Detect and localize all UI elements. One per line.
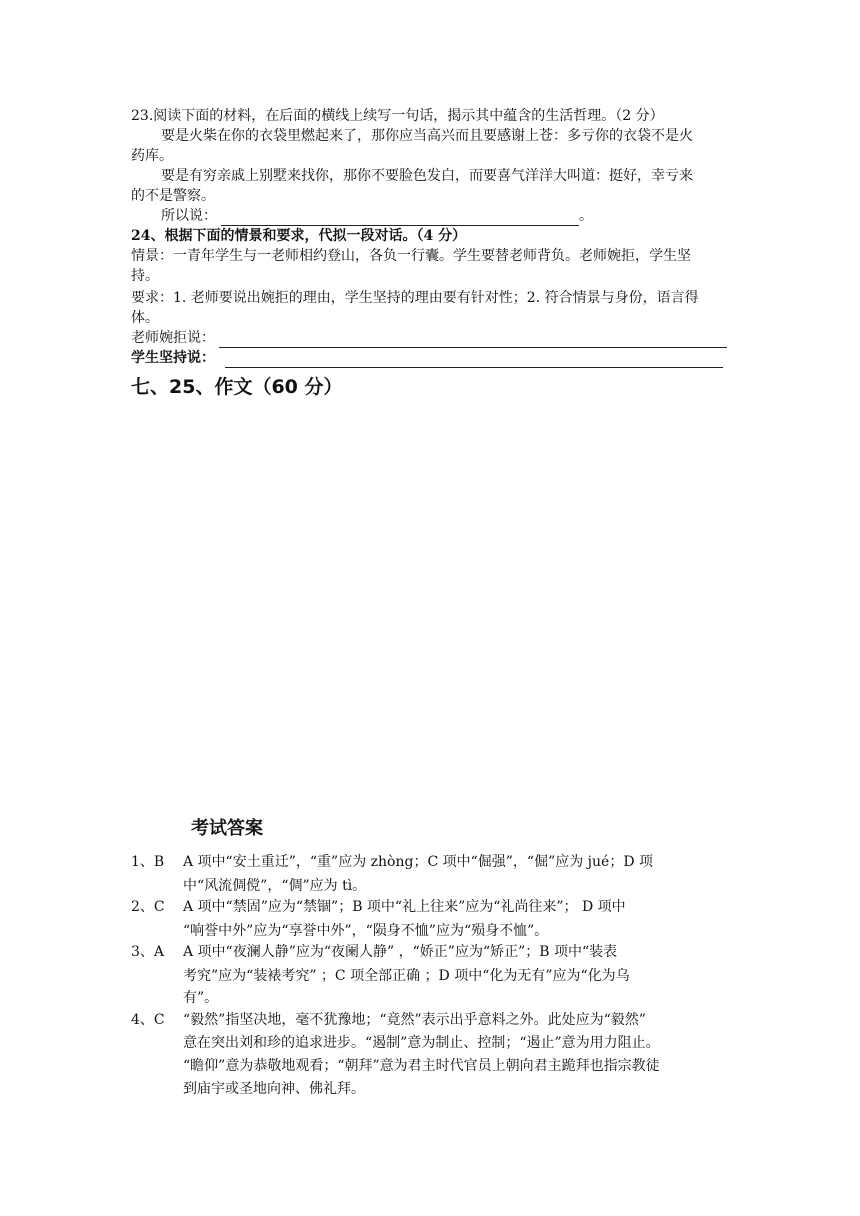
q24-teacher-row: [131, 328, 731, 348]
q24-scene-line-1: 情景：一青年学生与一老师相约登山，各负一行囊。学生要替老师背负。老师婉拒，学生坚: [131, 248, 691, 264]
q24-student-label: 学生坚持说：: [131, 350, 215, 366]
q24-scene-line-2: 持。: [131, 268, 159, 284]
answer-4-line-1: “毅然”指坚决地，毫不犹豫地；“竟然”表示出乎意料之外。此处应为“毅然”: [183, 1012, 646, 1028]
answer-1-line-2: 中“风流倜傥”，“倜”应为 tì。: [183, 878, 367, 894]
answer-2-line-2: “响誉中外”应为“享誉中外”，“陨身不恤”应为“殒身不恤”。: [183, 923, 549, 939]
q23-answer-prefix: 所以说：: [161, 208, 217, 224]
q23-answer-suffix: 。: [579, 208, 593, 224]
answers-title: 考试答案: [191, 818, 263, 839]
answer-4-number: 4、C: [131, 1012, 165, 1028]
answer-1-number: 1、B: [131, 854, 165, 870]
q24-teacher-blank[interactable]: [219, 332, 727, 348]
q23-title: 23.阅读下面的材料，在后面的横线上续写一句话，揭示其中蕴含的生活哲理。（2 分）: [131, 108, 664, 124]
q24-teacher-label: 老师婉拒说：: [131, 330, 215, 346]
q24-student-row: [131, 348, 731, 368]
q23-paragraph-2-line-1: 要是有穷亲戚上别墅来找你，那你不要脸色发白，而要喜气洋洋大叫道：挺好，幸亏来: [161, 168, 693, 184]
answer-2-number: 2、C: [131, 899, 165, 915]
q23-paragraph-2-line-2: 的不是警察。: [131, 188, 215, 204]
answer-3-number: 3、A: [131, 944, 165, 960]
section-7-heading: 七、25、作文（60 分）: [131, 376, 343, 398]
q24-requirement-line-1: 要求：1. 老师要说出婉拒的理由，学生坚持的理由要有针对性；2. 符合情景与身份，语言得: [131, 290, 699, 306]
q24-title: 24、根据下面的情景和要求，代拟一段对话。（4 分）: [131, 228, 467, 244]
q23-answer-blank[interactable]: [221, 210, 579, 226]
answer-2-line-1: A 项中“禁固”应为“禁锢”；B 项中“礼上往来”应为“礼尚往来”； D 项中: [183, 899, 626, 915]
answer-3-line-2: 考究”应为“装裱考究” ；C 项全部正确 ；D 项中“化为无有”应为“化为乌: [183, 968, 630, 984]
answer-1-line-1: A 项中“安土重迁”，“重”应为 zhòng；C 项中“倔强”，“倔”应为 jué；D 项: [183, 854, 653, 870]
answer-4-line-2: 意在突出刘和珍的追求进步。“遏制”意为制止、控制；“遏止”意为用力阻止。: [183, 1035, 660, 1051]
q24-student-blank[interactable]: [225, 352, 723, 368]
answer-4-line-3: “瞻仰”意为恭敬地观看；“朝拜”意为君主时代官员上朝向君主跪拜也指宗教徒: [183, 1058, 660, 1074]
answer-3-line-1: A 项中“夜澜人静”应为“夜阑人静” ，“娇正”应为“矫正”；B 项中“装表: [183, 944, 618, 960]
q24-requirement-line-2: 体。: [131, 310, 159, 326]
answer-4-line-4: 到庙宇或圣地向神、佛礼拜。: [183, 1081, 365, 1097]
q23-paragraph-1-line-1: 要是火柴在你的衣袋里燃起来了，那你应当高兴而且要感谢上苍：多亏你的衣袋不是火: [161, 128, 693, 144]
q23-answer-row: [161, 206, 761, 226]
answer-3-line-3: 有”。: [183, 990, 219, 1006]
q23-paragraph-1-line-2: 药库。: [131, 148, 173, 164]
